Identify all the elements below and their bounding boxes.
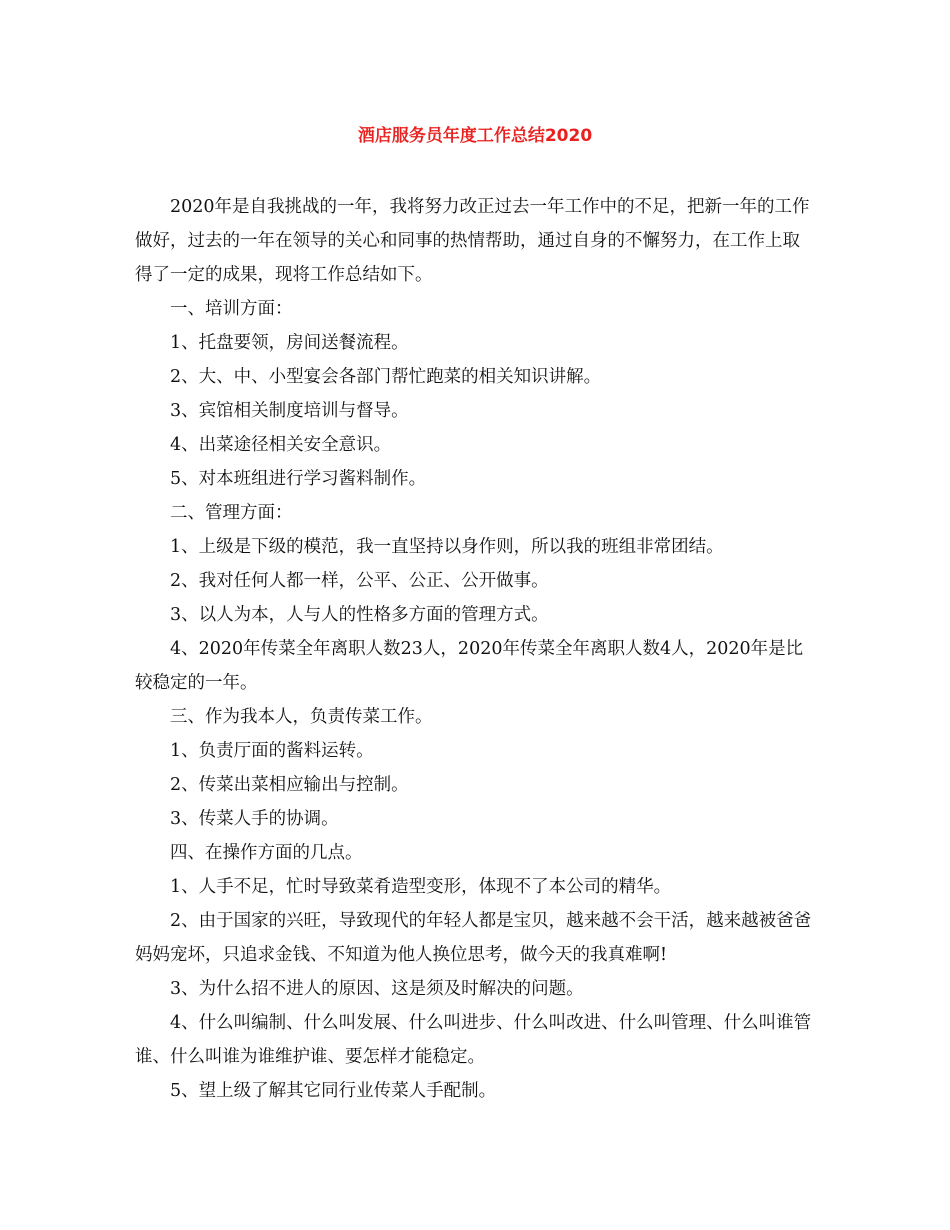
list-item: 2、由于国家的兴旺，导致现代的年轻人都是宝贝，越来越不会干活，越来越被爸爸妈妈宠坏，只追求金钱、不知道为他人换位思考，做今天的我真难啊! (135, 911, 812, 965)
section-heading-training: 一、培训方面： (170, 299, 293, 319)
list-item: 5、对本班组进行学习酱料制作。 (170, 469, 427, 489)
list-item: 3、以人为本，人与人的性格多方面的管理方式。 (170, 605, 549, 625)
list-item: 2、传菜出菜相应输出与控制。 (170, 775, 409, 795)
list-item: 3、传菜人手的协调。 (170, 809, 339, 829)
list-item: 3、宾馆相关制度培训与督导。 (170, 401, 409, 421)
list-item: 3、为什么招不进人的原因、这是须及时解决的问题。 (170, 979, 584, 999)
list-item: 1、人手不足，忙时导致菜肴造型变形，体现不了本公司的精华。 (170, 877, 672, 897)
list-item: 4、什么叫编制、什么叫发展、什么叫进步、什么叫改进、什么叫管理、什么叫谁管谁、什么叫谁为谁维护谁、要怎样才能稳定。 (135, 1013, 812, 1067)
list-item: 1、托盘要领，房间送餐流程。 (170, 333, 409, 353)
intro-paragraph: 2020年是自我挑战的一年，我将努力改正过去一年工作中的不足，把新一年的工作做好，过去的一年在领导的关心和同事的热情帮助，通过自身的不懈努力，在工作上取得了一定的成果，现将工作总结如下。 (135, 197, 810, 285)
document-body (135, 190, 815, 1108)
list-item: 4、出菜途径相关安全意识。 (170, 435, 392, 455)
list-item: 1、负责厅面的酱料运转。 (170, 741, 374, 761)
list-item: 5、望上级了解其它同行业传菜人手配制。 (170, 1081, 497, 1101)
section-heading-personal: 三、作为我本人，负责传菜工作。 (170, 707, 433, 727)
document-title: 酒店服务员年度工作总结2020 (357, 126, 593, 146)
list-item: 2、我对任何人都一样，公平、公正、公开做事。 (170, 571, 549, 591)
list-item: 4、2020年传菜全年离职人数23人，2020年传菜全年离职人数4人，2020年是比较稳定的一年。 (135, 639, 804, 693)
section-heading-operations: 四、在操作方面的几点。 (170, 843, 363, 863)
list-item: 1、上级是下级的模范，我一直坚持以身作则，所以我的班组非常团结。 (170, 537, 724, 557)
section-heading-management: 二、管理方面： (170, 503, 293, 523)
list-item: 2、大、中、小型宴会各部门帮忙跑菜的相关知识讲解。 (170, 367, 602, 387)
